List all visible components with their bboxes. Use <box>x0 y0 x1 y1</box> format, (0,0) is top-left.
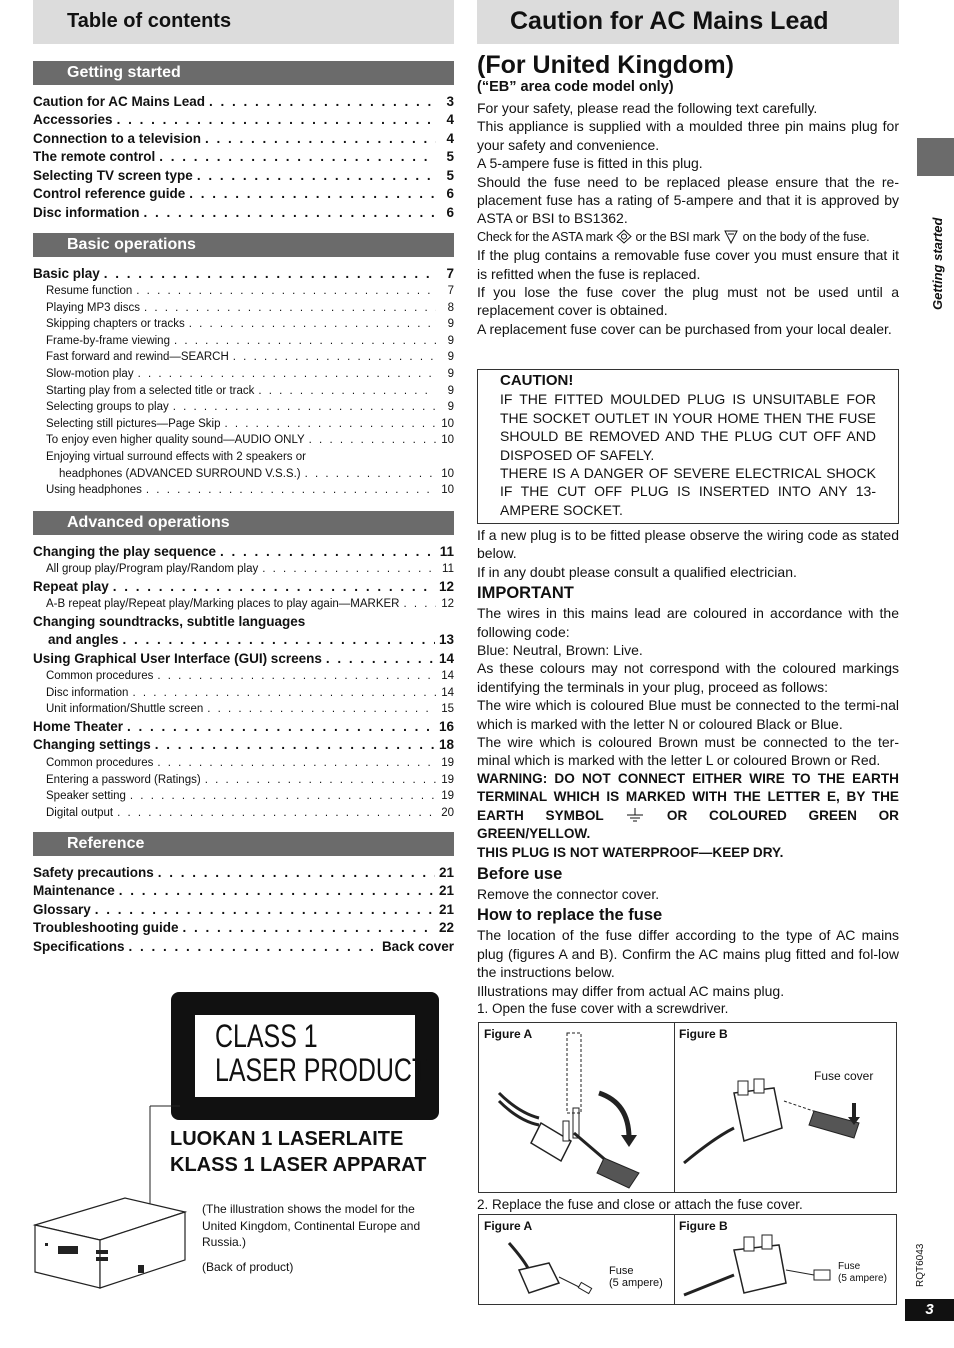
document-code: RQT6043 <box>915 1243 926 1287</box>
toc-list-basic-operations <box>33 262 454 496</box>
toc-entry <box>33 330 454 347</box>
laser-back: (Back of product) <box>202 1260 294 1274</box>
toc-entry-page: 9 <box>447 368 454 381</box>
toc-entry-label: Playing MP3 discs <box>46 301 140 314</box>
toc-entry-label: Changing soundtracks, subtitle languages <box>33 613 306 629</box>
toc-leader-dots <box>262 563 436 575</box>
toc-list-getting-started <box>33 90 454 220</box>
toc-entry-page: 10 <box>441 434 454 447</box>
toc-entry-page: 18 <box>438 737 454 753</box>
toc-entry-label: Basic play <box>33 265 100 281</box>
toc-entry-page: 9 <box>447 401 454 414</box>
figure-a-label-2: Figure A <box>484 1219 533 1233</box>
toc-entry-label: Safety precautions <box>33 864 154 880</box>
toc-leader-dots <box>197 168 436 183</box>
toc-entry-page: 9 <box>447 334 454 347</box>
toc-leader-dots <box>233 351 436 363</box>
toc-entry <box>33 201 454 220</box>
toc-entry <box>33 666 454 683</box>
important-title: IMPORTANT <box>477 584 574 603</box>
caution-box-p1: IF THE FITTED MOULDED PLUG IS UNSUITABLE FOR THE SOCKET OUTLET IN YOUR HOME THEN THE FUSE SHOULD BE REMOVED AND THE PLUG CUT OFF AND DISPOSED OF SAFELY. <box>500 391 876 463</box>
laser-swedish: KLASS 1 LASER APPARAT <box>170 1154 427 1176</box>
toc-entry-label: All group play/Program play/Random play <box>46 563 259 576</box>
caution-box-p2: THERE IS A DANGER OF SEVERE ELECTRICAL SHOCK IF THE CUT OFF PLUG IS INSERTED INTO ANY 13-AMPERE SOCKET. <box>500 465 876 518</box>
toc-entry-page: 6 <box>446 186 454 201</box>
toc-entry <box>33 430 454 447</box>
toc-leader-dots <box>403 598 436 610</box>
toc-leader-dots <box>129 939 378 954</box>
toc-entry <box>33 413 454 430</box>
caution-subtitle: (For United Kingdom) <box>477 51 734 79</box>
caution-title: Caution for AC Mains Lead <box>510 7 829 35</box>
toc-entry-label: Repeat play <box>33 578 109 594</box>
toc-entry <box>33 629 454 648</box>
toc-entry <box>33 734 454 753</box>
toc-entry-page: 22 <box>438 920 454 935</box>
toc-entry-page: 14 <box>441 670 454 683</box>
toc-entry-page: 9 <box>447 318 454 331</box>
toc-entry <box>33 297 454 314</box>
plug-a-fuse-illustration <box>479 1215 674 1304</box>
toc-entry-page: 19 <box>441 757 454 770</box>
toc-entry-label: Common procedures <box>46 670 154 683</box>
figure-b-label-2: Figure B <box>679 1219 728 1233</box>
toc-entry <box>33 715 454 734</box>
toc-leader-dots <box>207 703 436 715</box>
toc-entry-label: Troubleshooting guide <box>33 920 179 935</box>
caution-box <box>477 369 899 524</box>
toc-leader-dots <box>205 131 436 146</box>
toc-leader-dots <box>130 790 436 802</box>
toc-entry <box>33 647 454 666</box>
laser-label <box>171 992 439 1120</box>
toc-leader-dots <box>158 865 435 880</box>
fuse-amp-label-b: (5 ampere) <box>838 1273 887 1284</box>
laser-finnish: LUOKAN 1 LASERLAITE <box>170 1128 404 1150</box>
toc-leader-dots <box>309 434 436 446</box>
toc-entry-label: Specifications <box>33 938 125 954</box>
toc-entry <box>33 90 454 109</box>
toc-leader-dots <box>183 920 435 935</box>
toc-entry <box>33 127 454 146</box>
warning-text: WARNING: DO NOT CONNECT EITHER WIRE TO THE EARTH TERMINAL WHICH IS MARKED WITH THE LETTER E, BY THE EARTH SYMBOL OR COLOURED GREEN OR GREEN/YELLOW. <box>477 770 899 842</box>
toc-leader-dots <box>220 544 436 559</box>
toc-entry-page: 4 <box>446 112 454 127</box>
toc-entry-label: Skipping chapters or tracks <box>46 318 185 331</box>
toc-leader-dots <box>155 737 435 752</box>
toc-entry-label: Common procedures <box>46 757 154 770</box>
fuse-cover-label: Fuse cover <box>814 1069 874 1083</box>
asta-mark-icon <box>616 229 632 244</box>
toc-leader-dots <box>136 285 436 297</box>
toc-entry <box>33 363 454 380</box>
wiring-section: If a new plug is to be fitted please observe the wiring code as stated below. If in any doubt please consult a qualified electrician. IMPORTANT The wires in this mains lead are coloured in accordance with the following code: Blue: Neutral, Brown: Live. As these colours may not correspond with the coloured markings identifying the terminals in your plug, proceed as follows: The wire which is coloured Blue must be connected to the termi-nal which is marked with the letter N or coloured Black or Blue. The wire which is coloured Brown must be connected to the ter-minal which is marked with the letter L or coloured Brown or Red. WARNING: DO NOT CONNECT EITHER WIRE TO THE EARTH TERMINAL WHICH IS MARKED WITH THE LETTER E, BY THE EARTH SYMBOL OR COLOURED GREEN OR GREEN/YELLOW. THIS PLUG IS NOT WATERPROOF—KEEP DRY. Before use Remove the connector cover. How to replace the fuse The location of the fuse differ according to the type of AC mains plug (figures A and B). Confirm the AC mains plug fitted and fol-low the instructions below. Illustrations may differ from actual AC mains plug. 1. Open the fuse cover with a screwdriver. <box>477 526 899 1018</box>
toc-entry-page: 14 <box>441 686 454 699</box>
toc-entry <box>33 917 454 936</box>
before-use-title: Before use <box>477 864 563 883</box>
fuse-label-b: Fuse <box>838 1261 861 1272</box>
toc-entry-page: 11 <box>439 543 454 559</box>
toc-entry <box>33 164 454 183</box>
caution-header <box>477 0 899 44</box>
toc-entry-label: A-B repeat play/Repeat play/Marking places to play again—MARKER <box>46 598 400 611</box>
toc-leader-dots <box>326 651 435 666</box>
toc-entry-label: Glossary <box>33 901 91 917</box>
toc-entry-page: 13 <box>438 632 454 648</box>
toc-entry <box>33 380 454 397</box>
toc-leader-dots <box>95 902 435 917</box>
toc-entry-page: 12 <box>441 598 454 611</box>
plug-b-fuse-illustration <box>674 1215 896 1304</box>
toc-entry <box>33 699 454 716</box>
toc-entry-label: Selecting groups to play <box>46 401 169 414</box>
toc-entry-label: Selecting TV screen type <box>33 167 193 183</box>
toc-entry-label: Frame-by-frame viewing <box>46 334 170 347</box>
toc-leader-dots <box>117 112 436 127</box>
toc-entry-label: Using Graphical User Interface (GUI) screens <box>33 650 322 666</box>
toc-leader-dots <box>104 266 436 281</box>
toc-leader-dots <box>189 186 436 201</box>
toc-entry-label: Entering a password (Ratings) <box>46 773 201 786</box>
toc-entry-page: 5 <box>446 149 454 164</box>
toc-entry-page: 9 <box>447 351 454 364</box>
laser-label-line1: CLASS 1 <box>215 1018 318 1054</box>
toc-leader-dots <box>113 579 435 594</box>
toc-entry-page: 7 <box>446 265 454 281</box>
toc-entry <box>33 898 454 917</box>
toc-section-heading: Basic operations <box>33 233 454 257</box>
toc-leader-dots <box>258 385 436 397</box>
toc-entry-label: headphones (ADVANCED SURROUND V.S.S.) <box>59 467 301 480</box>
dvd-player-illustration <box>30 1100 190 1290</box>
toc-entry <box>33 146 454 165</box>
toc-entry-page: 16 <box>438 718 454 734</box>
toc-section-heading: Reference <box>33 832 454 856</box>
toc-entry-label: Control reference guide <box>33 186 186 201</box>
side-tab-label: Getting started <box>930 217 945 310</box>
figure-b-label: Figure B <box>679 1027 728 1041</box>
toc-entry-label: Caution for AC Mains Lead <box>33 93 206 109</box>
toc-entry <box>33 769 454 786</box>
bsi-kitemark-icon <box>723 229 739 244</box>
toc-entry-page: 14 <box>438 650 454 666</box>
figure-a-label: Figure A <box>484 1027 533 1041</box>
toc-entry-label: Slow-motion play <box>46 368 134 381</box>
toc-entry-label: Using headphones <box>46 484 142 497</box>
toc-entry-page: Back cover <box>381 938 454 954</box>
toc-leader-dots <box>174 335 436 347</box>
toc-entry <box>33 861 454 880</box>
toc-leader-dots <box>123 632 435 647</box>
toc-leader-dots <box>305 468 436 480</box>
toc-entry <box>33 682 454 699</box>
toc-entry <box>33 347 454 364</box>
toc-entry-label: Unit information/Shuttle screen <box>46 703 204 716</box>
toc-entry-page: 15 <box>441 703 454 716</box>
laser-note: (The illustration shows the model for the United Kingdom, Continental Europe and Russia.) <box>202 1202 421 1249</box>
toc-entry <box>33 880 454 899</box>
toc-entry-page: 21 <box>438 883 454 898</box>
toc-entry-page: 19 <box>441 790 454 803</box>
caution-box-title: CAUTION! <box>500 372 574 389</box>
toc-entry-label: Disc information <box>33 204 140 220</box>
toc-entry-page: 3 <box>446 93 454 109</box>
toc-entry <box>33 575 454 594</box>
toc-entry-label: Speaker setting <box>46 790 126 803</box>
toc-section-heading: Getting started <box>33 61 454 85</box>
toc-entry-page: 11 <box>442 563 454 576</box>
toc-section-heading: Advanced operations <box>33 511 454 535</box>
toc-list-reference <box>33 861 454 954</box>
toc-entry-label: Selecting still pictures—Page Skip <box>46 417 221 430</box>
toc-entry <box>33 183 454 202</box>
toc-leader-dots <box>138 368 436 380</box>
fuse-label-a: Fuse <box>609 1265 634 1277</box>
toc-leader-dots <box>127 719 435 734</box>
toc-entry-label: Home Theater <box>33 718 124 734</box>
toc-entry <box>33 594 454 611</box>
toc-entry-page: 19 <box>441 773 454 786</box>
asta-line: Check for the ASTA mark or the BSI mark on the body of the fuse. <box>477 229 870 244</box>
toc-entry-label: Changing settings <box>33 737 151 753</box>
toc-entry-page: 9 <box>447 384 454 397</box>
toc-list-advanced-operations <box>33 540 454 819</box>
toc-entry <box>33 786 454 803</box>
toc-leader-dots <box>209 94 436 109</box>
toc-entry-page: 8 <box>447 301 454 314</box>
toc-entry <box>33 559 454 576</box>
toc-entry-page: 6 <box>446 204 454 220</box>
toc-entry-label: Starting play from a selected title or track <box>46 384 255 397</box>
toc-leader-dots <box>189 318 436 330</box>
toc-leader-dots <box>119 883 435 898</box>
toc-leader-dots <box>157 757 436 769</box>
fuse-amp-label-a: (5 ampere) <box>609 1277 663 1289</box>
toc-leader-dots <box>117 807 436 819</box>
toc-entry-label: To enjoy even higher quality sound—AUDIO ONLY <box>46 434 305 447</box>
side-tab <box>917 138 954 176</box>
toc-entry-page: 21 <box>438 901 454 917</box>
toc-entry <box>33 314 454 331</box>
toc-entry-label: The remote control <box>33 149 156 164</box>
toc-entry <box>33 109 454 128</box>
toc-leader-dots <box>205 774 436 786</box>
toc-entry-page: 20 <box>441 806 454 819</box>
toc-entry-page: 10 <box>441 484 454 497</box>
waterproof-text: THIS PLUG IS NOT WATERPROOF—KEEP DRY. <box>477 844 784 860</box>
toc-entry-label: Changing the play sequence <box>33 543 217 559</box>
toc-entry-page: 10 <box>441 417 454 430</box>
toc-entry-label: Resume function <box>46 285 133 298</box>
toc-leader-dots <box>146 484 436 496</box>
toc-leader-dots <box>132 687 436 699</box>
caution-area: (“EB” area code model only) <box>477 79 674 95</box>
figure-set-2 <box>478 1214 897 1305</box>
toc-entry-page: 7 <box>447 285 454 298</box>
toc-entry-page: 21 <box>438 864 454 880</box>
toc-entry-label: Digital output <box>46 806 114 819</box>
toc-entry-label: Enjoying virtual surround effects with 2 speakers or <box>46 451 306 464</box>
toc-entry-label: Maintenance <box>33 883 115 898</box>
toc-entry <box>33 610 454 629</box>
toc-entry <box>33 281 454 298</box>
toc-title: Table of contents <box>67 10 232 32</box>
toc-entry-label: and angles <box>48 632 119 648</box>
earth-symbol-icon <box>625 807 645 823</box>
toc-header <box>33 0 454 44</box>
toc-entry <box>33 397 454 414</box>
replace-fuse-title: How to replace the fuse <box>477 906 663 925</box>
toc-entry-page: 12 <box>438 578 454 594</box>
step-1: 1. Open the fuse cover with a screwdriver. <box>477 1000 729 1016</box>
toc-leader-dots <box>159 149 436 164</box>
caution-intro: For your safety, please read the following text carefully. This appliance is supplied with a moulded three pin mains plug for your safety and convenience. A 5-ampere fuse is fitted in this plug. Should the fuse need to be replaced please ensure that the re-placement fuse has a rating of 5-ampere and that it is approved by ASTA or BSI to BS1362. Check for the ASTA mark or the BSI mark on the body of the fuse. If the plug contains a removable fuse cover you must ensure that it is refitted when the fuse is replaced. If you lose the fuse cover the plug must not be used until a replacement cover is obtained. A replacement fuse cover can be purchased from your local dealer. <box>477 100 899 337</box>
toc-leader-dots <box>144 302 436 314</box>
toc-entry-page: 5 <box>446 167 454 183</box>
toc-entry-label: Connection to a television <box>33 130 202 146</box>
toc-entry <box>33 802 454 819</box>
toc-entry <box>33 752 454 769</box>
plug-a-screwdriver-illustration <box>479 1023 674 1192</box>
toc-entry <box>33 262 454 281</box>
toc-entry-label: Accessories <box>33 112 113 127</box>
plug-b-screwdriver-illustration <box>674 1023 896 1192</box>
toc-entry <box>33 480 454 497</box>
toc-entry <box>33 463 454 480</box>
toc-entry-page: 4 <box>446 130 454 146</box>
toc-leader-dots <box>173 401 436 413</box>
toc-entry-page: 10 <box>441 467 454 480</box>
step-2: 2. Replace the fuse and close or attach the fuse cover. <box>477 1197 803 1212</box>
toc-entry <box>33 446 454 463</box>
toc-leader-dots <box>144 205 436 220</box>
page-number: 3 <box>905 1299 954 1321</box>
toc-entry <box>33 935 454 954</box>
toc-entry-label: Disc information <box>46 686 129 699</box>
toc-leader-dots <box>157 670 436 682</box>
toc-entry <box>33 540 454 559</box>
laser-label-line2: LASER PRODUCT <box>215 1052 428 1088</box>
toc-entry-label: Fast forward and rewind—SEARCH <box>46 351 229 364</box>
toc-leader-dots <box>225 418 437 430</box>
figure-set-1 <box>478 1022 897 1193</box>
